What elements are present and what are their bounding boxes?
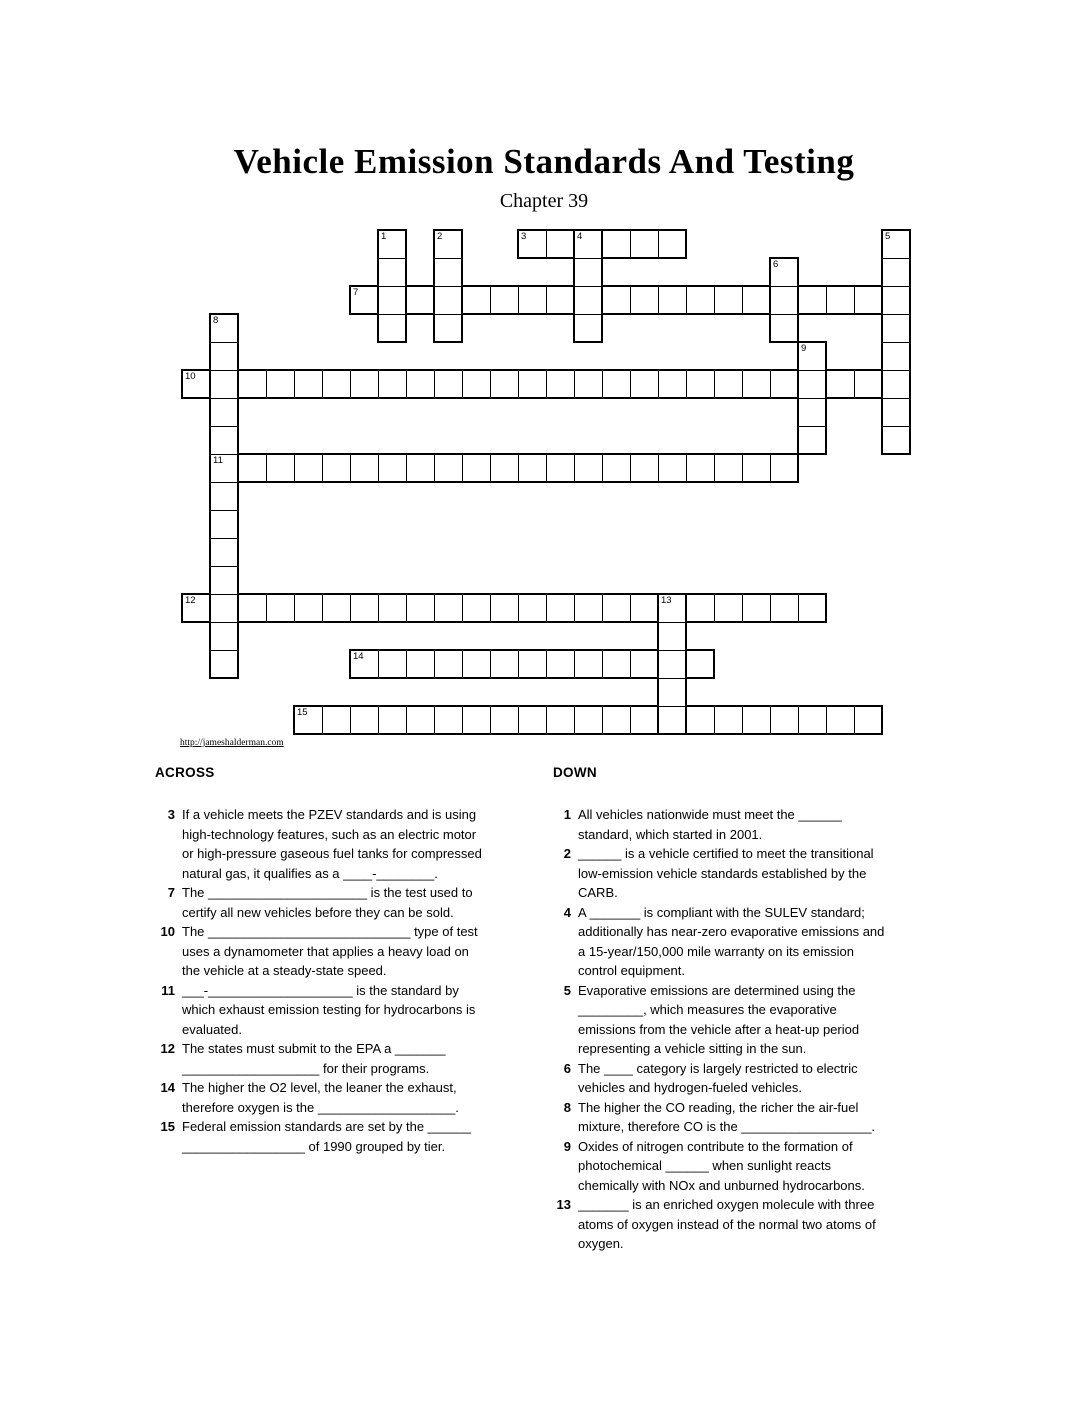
cell-divider (854, 707, 855, 733)
cell-divider (799, 426, 825, 427)
cell-divider (659, 678, 685, 679)
cell-divider (826, 707, 827, 733)
cell-number-3: 3 (521, 231, 527, 242)
clue-text: Evaporative emissions are determined using the _________, which measures the evaporative emissions from the vehicle after a heat-up period representing a vehicle sitting in the sun. (578, 982, 860, 1056)
cell-divider (658, 287, 659, 313)
cell-divider (630, 595, 631, 621)
cell-divider (630, 371, 631, 397)
cell-divider (630, 287, 631, 313)
clue-text: The states must submit to the EPA a _______ ___________________ for their programs. (182, 1041, 446, 1076)
cell-divider (714, 455, 715, 481)
cell-divider (630, 231, 631, 257)
cell-divider (378, 595, 379, 621)
clue-number: 3 (167, 807, 175, 822)
word-9-down (797, 341, 827, 455)
cell-divider (211, 594, 237, 595)
clue-across-15 (155, 1117, 500, 1156)
cell-divider (798, 707, 799, 733)
cell-divider (350, 455, 351, 481)
cell-divider (211, 398, 237, 399)
clue-number: 7 (167, 885, 175, 900)
cell-divider (686, 455, 687, 481)
cell-divider (490, 651, 491, 677)
clue-down-4 (553, 903, 913, 981)
down-clues-section (553, 765, 913, 1254)
cell-divider (771, 314, 797, 315)
cell-divider (714, 287, 715, 313)
clue-number: 8 (563, 1099, 571, 1115)
word-15-across (293, 705, 883, 735)
cell-number-12: 12 (185, 595, 196, 606)
cell-divider (686, 371, 687, 397)
cell-divider (406, 371, 407, 397)
cell-divider (435, 314, 461, 315)
word-5-down (881, 229, 911, 455)
cell-divider (434, 707, 435, 733)
cell-divider (575, 286, 601, 287)
cell-divider (658, 371, 659, 397)
chapter-subtitle: Chapter 39 (499, 190, 589, 212)
cell-divider (546, 651, 547, 677)
cell-divider (211, 342, 237, 343)
crossword-grid (182, 230, 912, 736)
cell-divider (575, 314, 601, 315)
cell-number-1: 1 (381, 231, 387, 242)
cell-divider (630, 707, 631, 733)
cell-divider (211, 566, 237, 567)
cell-divider (378, 651, 379, 677)
cell-divider (266, 455, 267, 481)
cell-divider (462, 371, 463, 397)
cell-divider (714, 707, 715, 733)
cell-divider (211, 538, 237, 539)
cell-divider (770, 595, 771, 621)
cell-number-5: 5 (885, 231, 891, 242)
cell-number-14: 14 (353, 651, 364, 662)
clue-text: All vehicles nationwide must meet the ______ standard, which started in 2001. (578, 807, 842, 842)
cell-divider (770, 707, 771, 733)
cell-divider (490, 595, 491, 621)
cell-number-6: 6 (773, 259, 779, 270)
across-clues-section (155, 765, 500, 1156)
across-header: ACROSS (155, 765, 215, 780)
clue-down-5 (553, 981, 913, 1059)
cell-divider (462, 707, 463, 733)
cell-divider (434, 455, 435, 481)
cell-divider (798, 595, 799, 621)
word-12-across (181, 593, 827, 623)
word-1-down (377, 229, 407, 343)
cell-divider (883, 286, 909, 287)
clue-number: 10 (160, 924, 175, 939)
cell-divider (294, 595, 295, 621)
cell-divider (546, 371, 547, 397)
cell-divider (883, 426, 909, 427)
cell-number-9: 9 (801, 343, 807, 354)
cell-divider (211, 426, 237, 427)
clue-number: 6 (563, 1060, 571, 1076)
cell-divider (630, 455, 631, 481)
cell-divider (546, 455, 547, 481)
clue-number: 4 (563, 904, 571, 920)
clue-number: 14 (160, 1080, 175, 1095)
cell-divider (462, 595, 463, 621)
cell-divider (322, 707, 323, 733)
cell-divider (435, 258, 461, 259)
clue-text: ______ is a vehicle certified to meet the transitional low-emission vehicle standards established by the CARB. (578, 846, 874, 900)
cell-number-11: 11 (213, 455, 223, 466)
cell-divider (294, 371, 295, 397)
cell-divider (658, 231, 659, 257)
cell-divider (211, 650, 237, 651)
cell-divider (883, 314, 909, 315)
cell-divider (854, 371, 855, 397)
cell-divider (574, 371, 575, 397)
cell-divider (434, 371, 435, 397)
cell-divider (770, 455, 771, 481)
cell-divider (575, 258, 601, 259)
cell-divider (574, 455, 575, 481)
cell-number-10: 10 (185, 371, 196, 382)
cell-divider (211, 622, 237, 623)
cell-divider (546, 707, 547, 733)
clue-across-11 (155, 981, 500, 1040)
cell-divider (294, 455, 295, 481)
cell-divider (546, 595, 547, 621)
cell-divider (742, 455, 743, 481)
cell-divider (883, 342, 909, 343)
page-title: Vehicle Emission Standards And Testing (233, 142, 855, 181)
cell-divider (714, 371, 715, 397)
clue-text: The higher the CO reading, the richer the air-fuel mixture, therefore CO is the __________________. (578, 1099, 876, 1134)
cell-divider (574, 707, 575, 733)
cell-divider (322, 371, 323, 397)
cell-divider (490, 707, 491, 733)
cell-divider (518, 651, 519, 677)
cell-number-8: 8 (213, 315, 219, 326)
clue-down-6 (553, 1059, 913, 1098)
word-8-down (209, 313, 239, 679)
cell-divider (574, 595, 575, 621)
cell-divider (350, 371, 351, 397)
clue-down-1 (553, 805, 913, 844)
cell-divider (742, 707, 743, 733)
cell-divider (322, 595, 323, 621)
across-clue-list (155, 805, 500, 1156)
clue-text: ___-____________________ is the standard by which exhaust emission testing for hydrocarbons is evaluated. (182, 982, 476, 1037)
cell-divider (406, 707, 407, 733)
cell-divider (799, 398, 825, 399)
cell-divider (379, 314, 405, 315)
cell-divider (883, 258, 909, 259)
cell-divider (434, 595, 435, 621)
cell-divider (490, 455, 491, 481)
clue-number: 13 (556, 1197, 571, 1212)
cell-divider (771, 286, 797, 287)
cell-divider (602, 371, 603, 397)
cell-divider (826, 287, 827, 313)
clue-number: 15 (160, 1119, 175, 1134)
cell-divider (658, 455, 659, 481)
clue-number: 12 (160, 1041, 175, 1056)
cell-number-7: 7 (353, 287, 359, 298)
clue-text: The ____ category is largely restricted to electric vehicles and hydrogen-fueled vehicles. (578, 1060, 858, 1095)
clue-number: 1 (563, 807, 571, 822)
cell-divider (490, 371, 491, 397)
down-clue-list (553, 805, 913, 1254)
cell-divider (266, 371, 267, 397)
cell-divider (546, 287, 547, 313)
clue-across-10 (155, 922, 500, 981)
cell-divider (378, 455, 379, 481)
clue-text: A _______ is compliant with the SULEV standard; additionally has near-zero evaporative emissions and a 15-year/150,000 mile warranty on its emission control equipment. (578, 904, 885, 978)
cell-divider (686, 287, 687, 313)
cell-divider (490, 287, 491, 313)
cell-divider (435, 286, 461, 287)
cell-number-4: 4 (577, 231, 583, 242)
clue-text: Oxides of nitrogen contribute to the formation of photochemical ______ when sunlight reacts chemically with NOx and unburned hydrocarbons. (578, 1138, 865, 1193)
cell-divider (854, 287, 855, 313)
cell-divider (659, 706, 685, 707)
cell-number-15: 15 (297, 707, 308, 718)
cell-divider (406, 651, 407, 677)
cell-divider (462, 455, 463, 481)
cell-divider (406, 595, 407, 621)
cell-divider (659, 622, 685, 623)
cell-number-2: 2 (437, 231, 443, 242)
cell-divider (714, 595, 715, 621)
cell-divider (350, 595, 351, 621)
cell-divider (378, 371, 379, 397)
word-13-down (657, 593, 687, 735)
down-header: DOWN (553, 765, 597, 780)
clue-text: The ______________________ is the test used to certify all new vehicles before they can be sold. (182, 885, 473, 920)
clue-number: 9 (563, 1138, 571, 1154)
cell-divider (574, 651, 575, 677)
clue-text: The higher the O2 level, the leaner the exhaust, therefore oxygen is the ___________________. (182, 1080, 459, 1115)
cell-divider (378, 707, 379, 733)
cell-divider (462, 651, 463, 677)
cell-number-13: 13 (661, 595, 672, 606)
cell-divider (518, 595, 519, 621)
clue-across-14 (155, 1078, 500, 1117)
cell-divider (602, 651, 603, 677)
clue-text: _______ is an enriched oxygen molecule with three atoms of oxygen instead of the normal two atoms of oxygen. (578, 1197, 876, 1251)
clue-down-13 (553, 1195, 913, 1254)
cell-divider (211, 510, 237, 511)
cell-divider (742, 595, 743, 621)
cell-divider (883, 370, 909, 371)
cell-divider (602, 595, 603, 621)
clue-number: 2 (563, 846, 571, 861)
word-4-down (573, 229, 603, 343)
clue-text: If a vehicle meets the PZEV standards and is using high-technology features, such as an electric motor or high-pressure gaseous fuel tanks for compressed natural gas, it qualifies as a ____-________. (182, 807, 482, 881)
clue-text: Federal emission standards are set by the ______ _________________ of 1990 grouped by tier. (182, 1119, 472, 1154)
cell-divider (883, 398, 909, 399)
cell-divider (406, 455, 407, 481)
clue-down-8 (553, 1098, 913, 1137)
cell-divider (659, 650, 685, 651)
cell-divider (211, 370, 237, 371)
word-2-down (433, 229, 463, 343)
cell-divider (742, 371, 743, 397)
clue-across-12 (155, 1039, 500, 1078)
cell-divider (211, 482, 237, 483)
clue-text: The ____________________________ type of test uses a dynamometer that applies a heavy load on the vehicle at a steady-state speed. (182, 924, 478, 978)
source-link[interactable]: http://jameshalderman.com (180, 738, 284, 748)
cell-divider (379, 258, 405, 259)
cell-divider (434, 651, 435, 677)
clue-down-9 (553, 1137, 913, 1196)
cell-divider (770, 371, 771, 397)
cell-divider (379, 286, 405, 287)
cell-divider (742, 287, 743, 313)
cell-divider (518, 287, 519, 313)
cell-divider (266, 595, 267, 621)
cell-divider (518, 455, 519, 481)
word-11-across (209, 453, 799, 483)
cell-divider (546, 231, 547, 257)
cell-divider (518, 371, 519, 397)
clue-across-7 (155, 883, 500, 922)
cell-divider (799, 370, 825, 371)
cell-divider (630, 651, 631, 677)
cell-divider (602, 455, 603, 481)
clue-number: 5 (563, 982, 571, 998)
clue-down-2 (553, 844, 913, 903)
cell-divider (518, 707, 519, 733)
cell-divider (350, 707, 351, 733)
clue-across-3 (155, 805, 500, 883)
cell-divider (602, 707, 603, 733)
cell-divider (322, 455, 323, 481)
clue-number: 11 (161, 982, 175, 998)
